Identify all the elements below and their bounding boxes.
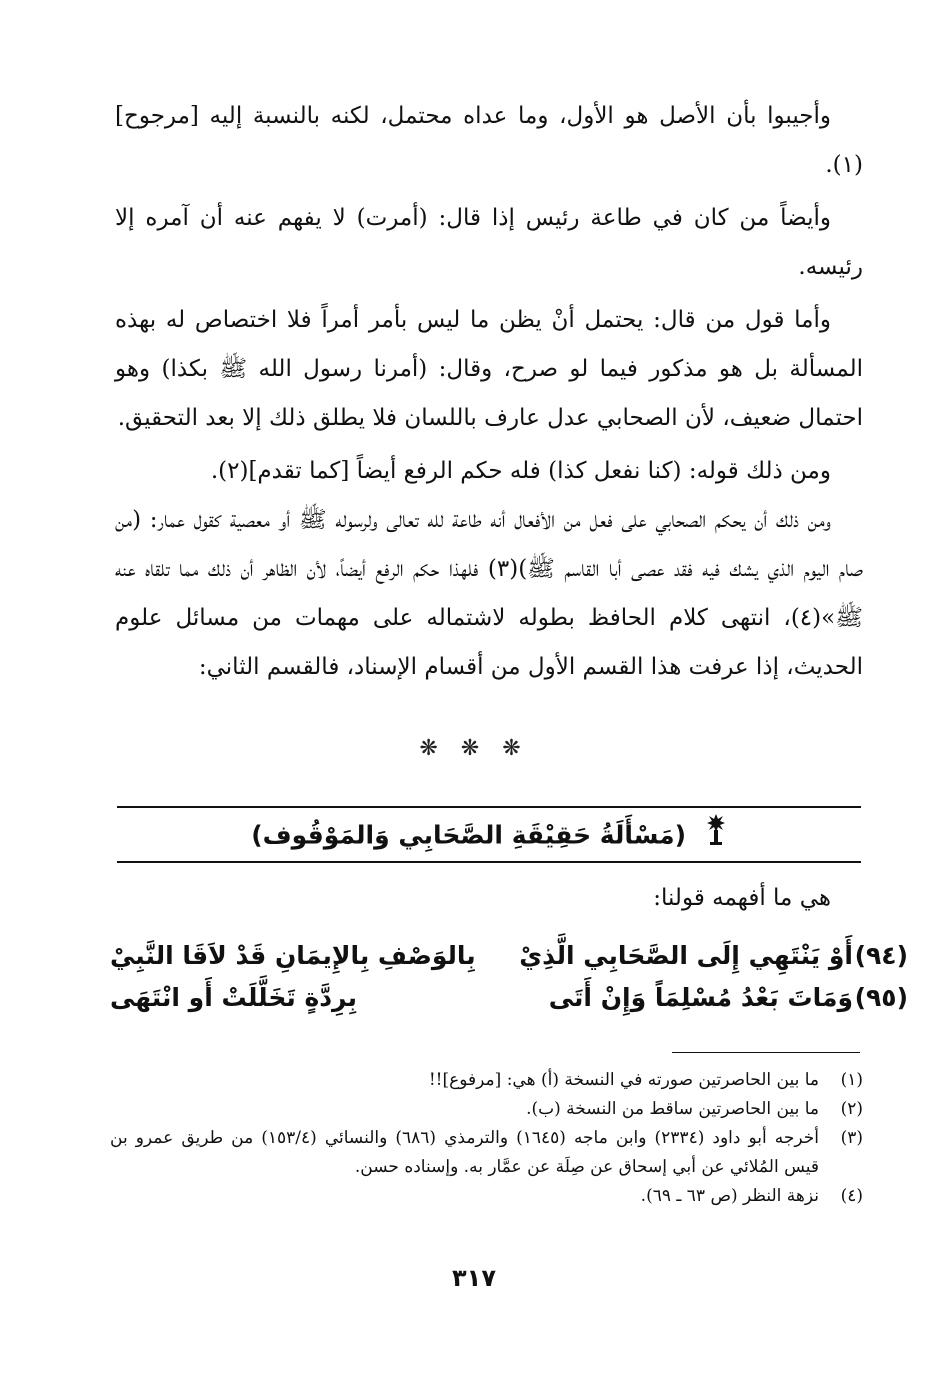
verse-second-hemistich: بِرِدَّةٍ تَخَلَّلَتْ أَو انْتَهَى: [110, 983, 357, 1012]
verse-first-hemistich: أَوْ يَنْتَهِي إِلَى الصَّحَابِي الَّذِيْ: [519, 941, 853, 970]
paragraph-3: وأما قول من قال: يحتمل أنْ يظن ما ليس بأمر أمراً فلا اختصاص له بهذه المسألة بل هو مذكور فيما لو صرح، وقال: (أمرنا رسول الله ﷺ بكذا) وهو احتمال ضعيف، لأن الصحابي عدل عارف باللسان فلا يطلق ذلك إلا بعد التحقيق.: [115, 307, 863, 431]
intro-line: هي ما أفهمه قولنا:: [653, 885, 831, 911]
footnote-number: (٤): [840, 1186, 863, 1206]
verse-number: (٩٥): [854, 983, 908, 1012]
paragraph-1: وأجيبوا بأن الأصل هو الأول، وما عداه محتمل، لكنه بالنسبة إليه [مرجوح](١).: [115, 103, 863, 178]
footnote: [110, 1182, 863, 1211]
footnote-text: ما بين الحاصرتين صورته في النسخة (أ) هي: [مرفوع]!!: [428, 1070, 819, 1090]
page-number: ٣١٧: [452, 1264, 496, 1292]
heading-rule-top: [117, 806, 861, 808]
verse-second-hemistich: بِالوَصْفِ بِالإِيمَانِ قَدْ لاَقَا النَّبِيْ: [110, 941, 476, 970]
footnote-text: نزهة النظر (ص ٦٣ ـ ٦٩).: [640, 1186, 819, 1206]
footnote: [110, 1066, 863, 1095]
verse-line: [110, 934, 908, 978]
verse-line: [110, 976, 908, 1020]
heading-rule-bottom: [117, 861, 861, 863]
footnote-text: ما بين الحاصرتين ساقط من النسخة (ب).: [526, 1099, 819, 1119]
section-separator: ❋ ❋ ❋: [419, 736, 529, 761]
footnotes: [110, 1066, 863, 1211]
footnote: [110, 1124, 863, 1182]
section-heading: [117, 812, 861, 858]
footnote-text: أخرجه أبو داود (٢٣٣٤) وابن ماجه (١٦٤٥) والترمذي (٦٨٦) والنسائي (١٥٣/٤) من طريق عمرو بن قيس المُلائي عن أبي إسحاق عن صِلَة عن عمَّار به. وإسناده حسن.: [110, 1128, 820, 1177]
footnote-number: (٣): [840, 1128, 863, 1148]
verse-first-hemistich: وَمَاتَ بَعْدُ مُسْلِمَاً وَإِنْ أَتَى: [548, 983, 853, 1012]
paragraph-2: وأيضاً من كان في طاعة رئيس إذا قال: (أمرت) لا يفهم عنه أن آمره إلا رئيسه.: [115, 205, 863, 280]
heading-text: (مَسْأَلَةُ حَقِيْقَةِ الصَّحَابِي وَالمَوْقُوف): [251, 820, 687, 850]
main-text: [115, 92, 863, 692]
footnote: [110, 1095, 863, 1124]
ornament-icon: [705, 812, 727, 861]
paragraph-5: ومن ذلك أن يحكم الصحابي على فعل من الأفعال أنه طاعة لله تعالى ولرسوله ﷺ أو معصية كقول عمار: (من صام اليوم الذي يشك فيه فقد عصى أبا القاسم ﷺ)(٣) فلهذا حكم الرفع أيضاً، لأن الظاهر أن ذلك مما تلقاه عنه ﷺ»(٤)، انتهى كلام الحافظ بطوله لاشتماله على مهمات من مسائل علوم الحديث، إذا عرفت هذا القسم الأول من أقسام الإسناد، فالقسم الثاني:: [115, 507, 864, 680]
verse-number: (٩٤): [854, 941, 908, 970]
paragraph-4: ومن ذلك قوله: (كنا نفعل كذا) فله حكم الرفع أيضاً [كما تقدم](٢).: [210, 458, 831, 484]
footnote-number: (١): [840, 1070, 863, 1090]
footnote-number: (٢): [840, 1099, 863, 1119]
footnote-divider: [672, 1052, 860, 1053]
